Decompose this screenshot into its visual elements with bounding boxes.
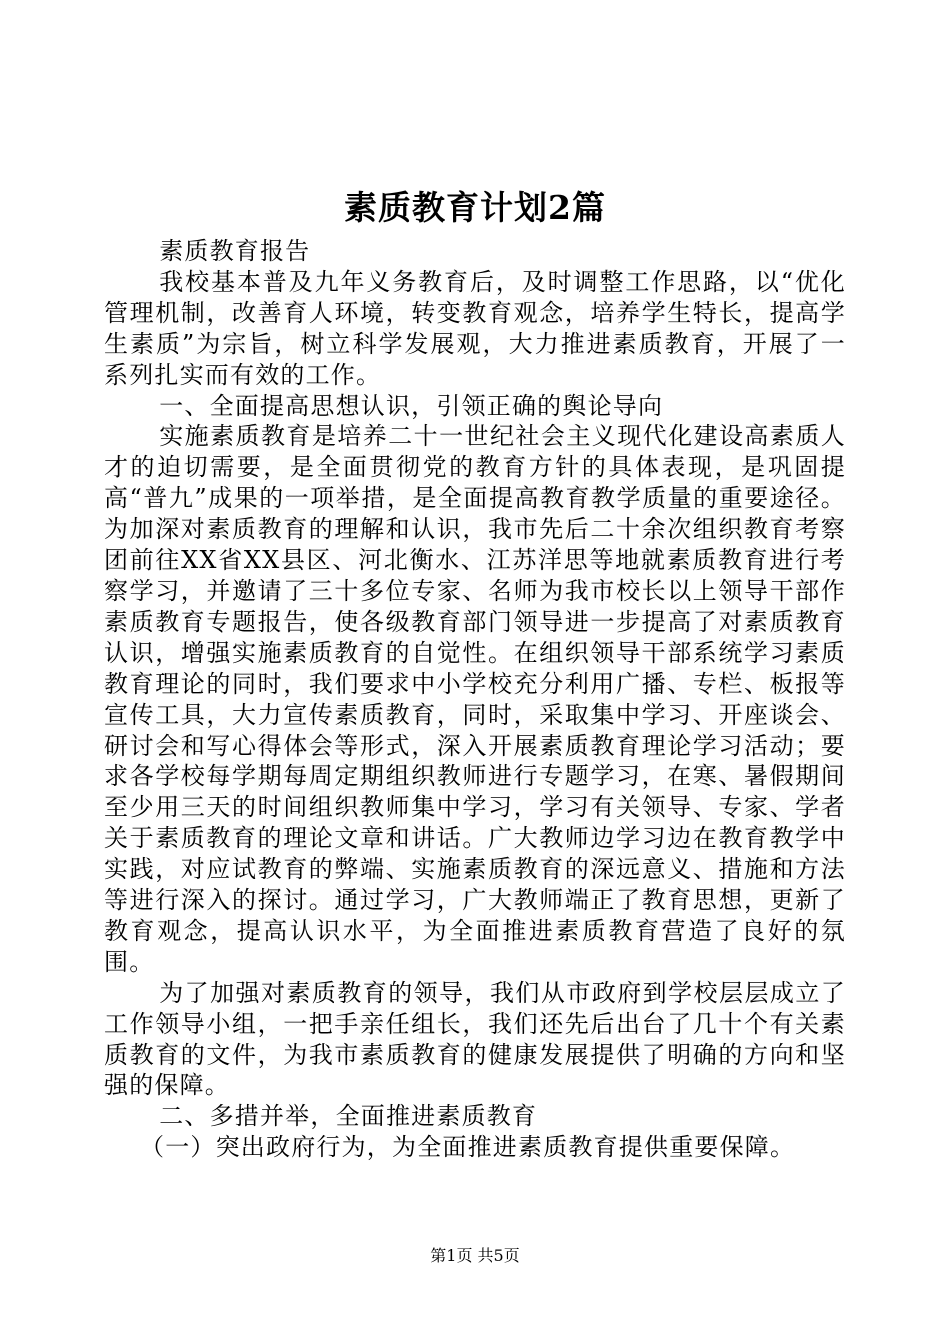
page-footer: 第1页 共5页 — [430, 1246, 520, 1265]
document-title: 素质教育计划2篇 — [344, 188, 606, 227]
section-heading-1: 一、全面提高思想认识，引领正确的舆论导向 — [159, 391, 664, 420]
section-heading-2: 二、多措并举，全面推进素质教育 — [159, 1102, 538, 1131]
paragraph-report-heading: 素质教育报告 — [159, 237, 311, 265]
document-body — [104, 236, 846, 1163]
paragraph-intro: 我校基本普及九年义务教育后，及时调整工作思路，以“优化管理机制，改善育人环境，转变教育观念，培养学生特长，提高学生素质”为宗旨，树立科学发展观，大力推进素质教育，开展了一系列扎实而有效的工作。 — [104, 267, 846, 389]
paragraph-leadership: 为了加强对素质教育的领导，我们从市政府到学校层层成立了工作领导小组，一把手亲任组长，我们还先后出台了几十个有关素质教育的文件，为我市素质教育的健康发展提供了明确的方向和坚强的保障。 — [104, 978, 846, 1100]
paragraph-section-1-body: 实施素质教育是培养二十一世纪社会主义现代化建设高素质人才的迫切需要，是全面贯彻党的教育方针的具体表现，是巩固提高“普九”成果的一项举措，是全面提高教育教学质量的重要途径。为加深对素质教育的理解和认识，我市先后二十余次组织教育考察团前往XX省XX县区、河北衡水、江苏洋思等地就素质教育进行考察学习，并邀请了三十多位专家、名师为我市校长以上领导干部作素质教育专题报告，使各级教育部门领导进一步提高了对素质教育认识，增强实施素质教育的自觉性。在组织领导干部系统学习素质教育理论的同时，我们要求中小学校充分利用广播、专栏、板报等宣传工具，大力宣传素质教育，同时，采取集中学习、开座谈会、研讨会和写心得体会等形式，深入开展素质教育理论学习活动；要求各学校每学期每周定期组织教师进行专题学习，在寒、暑假期间至少用三天的时间组织教师集中学习，学习有关领导、专家、学者关于素质教育的理论文章和讲话。广大教师边学习边在教育教学中实践，对应试教育的弊端、实施素质教育的深远意义、措施和方法等进行深入的探讨。通过学习，广大教师端正了教育思想，更新了教育观念，提高认识水平，为全面推进素质教育营造了良好的氛围。 — [104, 422, 846, 976]
subsection-heading-2-1: （一）突出政府行为，为全面推进素质教育提供重要保障。 — [140, 1133, 796, 1162]
